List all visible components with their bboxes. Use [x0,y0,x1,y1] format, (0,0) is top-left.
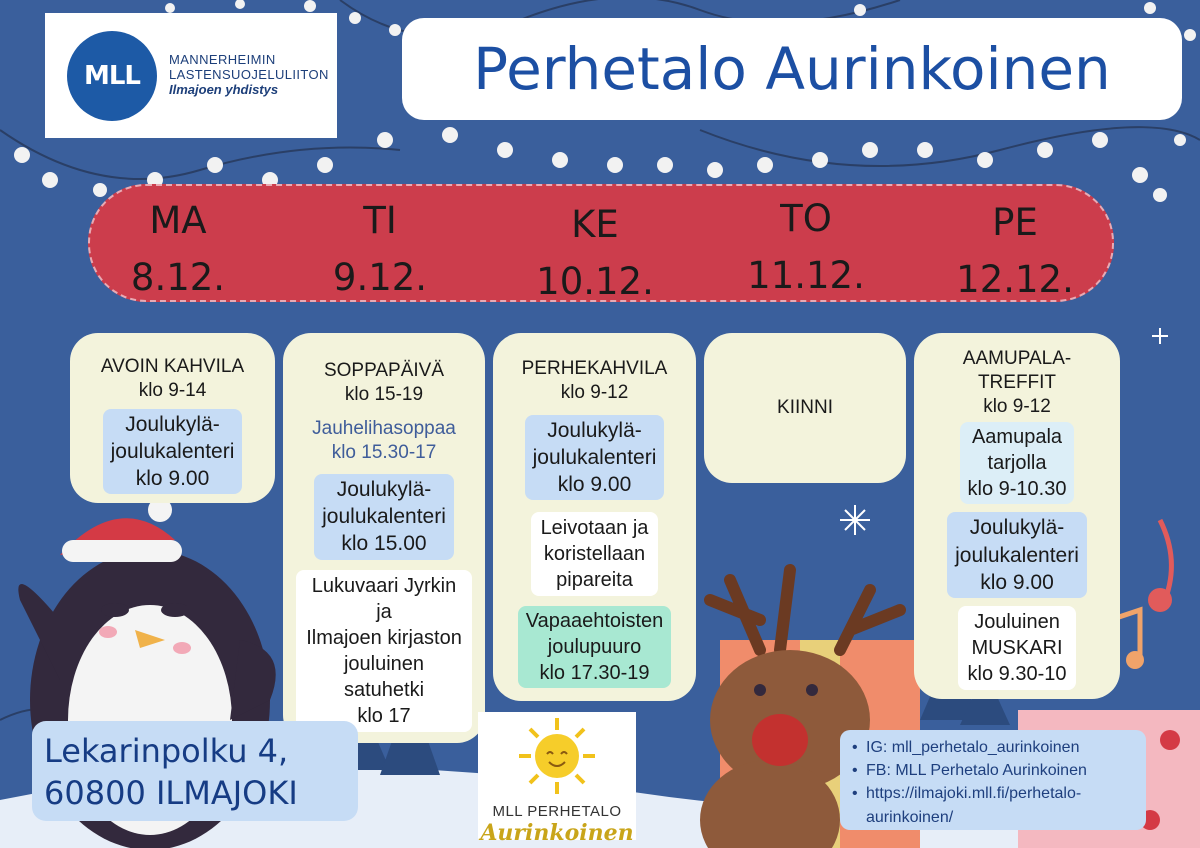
box-line: joulukalenteri [110,439,235,463]
website-link-line-1[interactable]: https://ilmajoki.mll.fi/perhetalo- [866,785,1082,803]
logo-line-3: Ilmajoen yhdistys [169,81,279,97]
day-date: 8.12. [130,256,226,300]
box-line: joulukalenteri [955,543,1079,567]
baking-box [531,512,659,596]
card-ke [493,333,696,701]
card-to [704,333,906,483]
advent-calendar-box [103,409,243,495]
story-line: klo 17 [357,704,411,727]
mll-badge: MLL [67,31,157,121]
day-ma [108,192,248,307]
day-date: 11.12. [747,254,865,298]
sunlogo-line-1: MLL PERHETALO [492,803,622,820]
box-line: Joulukylä- [969,516,1065,540]
story-hour-box [296,570,472,732]
day-date: 10.12. [536,260,654,304]
day-name: TI [363,199,397,242]
day-date: 12.12. [956,258,1074,302]
box-line: joulukalenteri [532,445,657,469]
card-title: SOPPAPÄIVÄ [323,360,445,381]
box-line: klo 15.00 [341,532,427,556]
porridge-line: joulupuuro [547,636,642,659]
day-date: 9.12. [332,256,428,300]
story-line: Lukuvaari Jyrkin [311,574,457,597]
mll-logo [45,13,337,138]
mll-logo-text [169,53,329,98]
card-title: AVOIN KAHVILA [100,356,245,377]
box-line: klo 9.00 [980,570,1054,594]
card-title: AAMUPALA- [962,348,1072,369]
card-time: klo 9-14 [138,379,207,401]
day-to [736,190,876,305]
card-time: klo 15-19 [344,383,424,405]
advent-calendar-box [314,474,454,560]
day-name: KE [571,203,619,246]
muskari-line: MUSKARI [971,637,1063,660]
address-box [32,721,358,821]
box-line: Joulukylä- [336,477,432,501]
page-title: Perhetalo Aurinkoinen [473,35,1111,103]
breakfast-line: Aamupala [971,426,1063,449]
story-line: ja [376,600,392,623]
page-title-box [402,18,1182,120]
soup-info [283,417,485,466]
instagram-handle[interactable]: • IG: mll_perhetalo_aurinkoinen [850,736,1136,759]
closed-label: KIINNI [777,397,833,419]
advent-calendar-box [525,415,665,501]
card-title: PERHEKAHVILA [521,358,668,379]
breakfast-line: klo 9-10.30 [967,478,1067,501]
day-name: MA [149,199,207,242]
logo-line-2: LASTENSUOJELULIITON [169,67,329,83]
baking-line: koristellaan [543,543,646,566]
card-ti [283,333,485,743]
story-line: Ilmajoen kirjaston [306,626,462,649]
day-ti [310,192,450,307]
sunlogo-line-2: Aurinkoinen [480,820,634,846]
muskari-line: klo 9.30-10 [967,663,1067,686]
breakfast-box [960,422,1075,504]
box-line: Joulukylä- [125,412,220,436]
day-name: TO [780,197,832,240]
website-link[interactable] [850,782,1136,828]
aurinkoinen-logo [478,712,636,846]
advent-calendar-box [947,512,1087,598]
day-band [88,184,1114,302]
breakfast-line: tarjolla [987,452,1047,475]
muskari-box [958,606,1077,690]
card-time: klo 9-12 [983,395,1051,417]
box-line: klo 9.00 [135,467,210,491]
day-pe [945,194,1085,309]
box-line: joulukalenteri [322,505,446,529]
address-city: 60800 ILMAJOKI [44,773,298,812]
porridge-line: klo 17.30-19 [539,662,650,685]
social-links [840,730,1146,830]
box-line: Joulukylä- [547,418,642,442]
porridge-line: Vapaaehtoisten [525,610,664,633]
porridge-box [518,606,672,688]
card-pe [914,333,1120,699]
story-line: jouluinen [343,652,425,675]
muskari-line: Jouluinen [974,611,1060,634]
box-line: klo 9.00 [557,473,632,497]
address-street: Lekarinpolku 4, [44,732,289,770]
sun-icon [517,716,597,796]
day-name: PE [992,201,1038,244]
card-time: klo 9-12 [560,381,629,403]
facebook-page[interactable]: • FB: MLL Perhetalo Aurinkoinen [850,759,1136,782]
story-line: satuhetki [343,678,425,701]
baking-line: pipareita [556,569,633,592]
baking-line: Leivotaan ja [540,517,649,540]
website-link-line-2[interactable]: aurinkoinen/ [866,808,954,826]
card-title: TREFFIT [977,371,1057,393]
card-ma [70,333,275,503]
soup-line: klo 15.30-17 [331,442,437,464]
soup-line: Jauhelihasoppaa [312,417,456,439]
logo-line-1: MANNERHEIMIN [169,52,276,68]
day-ke [525,196,665,311]
